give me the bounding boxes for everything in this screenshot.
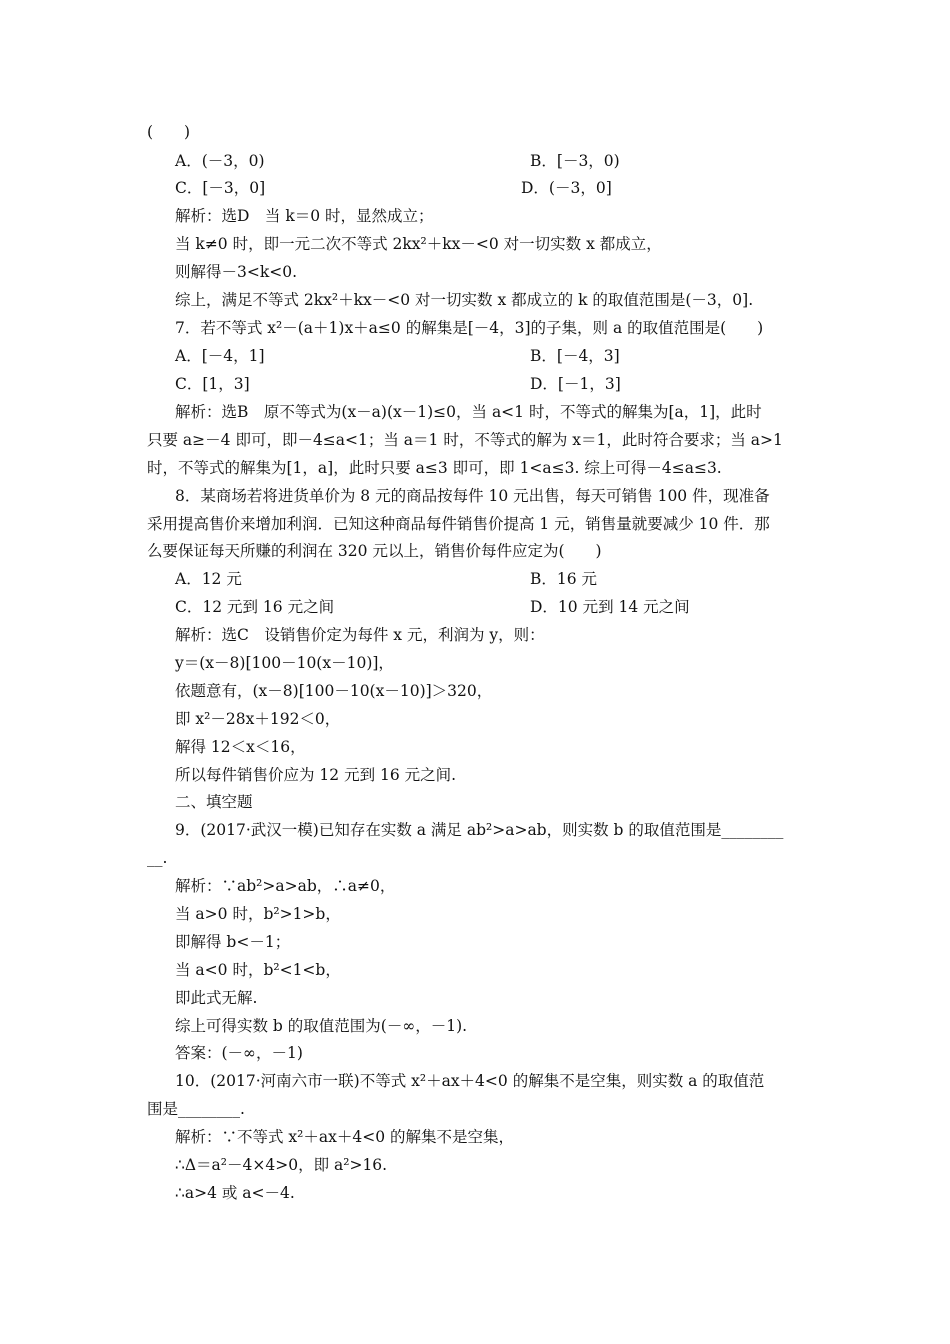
- section-heading: 二、填空题: [175, 793, 253, 811]
- question-7-option-b: B．[－4，3]: [530, 347, 620, 365]
- question-8-solution-line: 依题意有，(x－8)[100－10(x－10)]＞320，: [175, 682, 493, 700]
- question-7-solution-line: 时，不等式的解集为[1，a]，此时只要 a≤3 即可，即 1<a≤3. 综上可得－4≤a≤3.: [147, 459, 722, 477]
- question-7-solution-line: 解析：选B 原不等式为(x－a)(x－1)≤0，当 a<1 时，不等式的解集为[a，1]，此时: [175, 403, 762, 421]
- question-8-solution-line: 解析：选C 设销售价定为每件 x 元，利润为 y，则：: [175, 626, 545, 644]
- question-8-option-c: C．12 元到 16 元之间: [175, 598, 335, 616]
- question-9-solution-line: 综上可得实数 b 的取值范围为(－∞，－1).: [175, 1017, 468, 1035]
- question-9-solution-line: 解析：∵ab²>a>ab，∴a≠0，: [175, 877, 396, 895]
- question-6-solution-line: 综上，满足不等式 2kx²＋kx－<0 对一切实数 x 都成立的 k 的取值范围是(－3，0].: [175, 291, 754, 309]
- question-6-solution-line: 当 k≠0 时，即一元二次不等式 2kx²＋kx－<0 对一切实数 x 都成立，: [175, 235, 662, 253]
- question-7-stem: 7．若不等式 x²－(a＋1)x＋a≤0 的解集是[－4，3]的子集，则 a 的取值范围是( ): [175, 319, 764, 337]
- question-10-stem-line: 10．(2017·河南六市一联)不等式 x²＋ax＋4<0 的解集不是空集，则实数 a 的取值范: [175, 1072, 765, 1090]
- question-6-option-c: C．[－3，0]: [175, 179, 266, 197]
- question-9-stem-line: __.: [147, 849, 168, 867]
- question-10-solution-line: 解析：∵不等式 x²＋ax＋4<0 的解集不是空集，: [175, 1128, 515, 1146]
- question-8-solution-line: y＝(x－8)[100－10(x－10)]，: [175, 654, 394, 672]
- question-10-solution-line: ∴a>4 或 a<－4.: [175, 1184, 295, 1202]
- question-8-option-b: B．16 元: [530, 570, 598, 588]
- question-9-solution-line: 即此式无解.: [175, 989, 258, 1007]
- question-9-solution-line: 即解得 b<－1；: [175, 933, 291, 951]
- question-6-solution-line: 则解得－3<k<0.: [175, 263, 298, 281]
- question-8-stem-line: 么要保证每天所赚的利润在 320 元以上，销售价每件应定为( ): [147, 542, 602, 560]
- question-9-stem-line: 9．(2017·武汉一模)已知存在实数 a 满足 ab²>a>ab，则实数 b 的取值范围是________: [175, 821, 784, 839]
- question-7-option-c: C．[1，3]: [175, 375, 250, 393]
- question-8-solution-line: 所以每件销售价应为 12 元到 16 元之间.: [175, 766, 457, 784]
- question-6-solution-line: 解析：选D 当 k＝0 时，显然成立；: [175, 207, 434, 225]
- question-8-option-d: D．10 元到 14 元之间: [530, 598, 690, 616]
- question-9-solution-line: 当 a<0 时，b²<1<b，: [175, 961, 341, 979]
- question-6-answer-bracket: ( ): [147, 123, 191, 141]
- question-8-solution-line: 即 x²－28x＋192＜0，: [175, 710, 341, 728]
- question-8-solution-line: 解得 12＜x＜16，: [175, 738, 306, 756]
- question-7-option-d: D．[－1，3]: [530, 375, 621, 393]
- question-7-solution-line: 只要 a≥－4 即可，即－4≤a<1；当 a＝1 时，不等式的解为 x＝1，此时符合要求；当 a>1: [147, 431, 783, 449]
- question-8-option-a: A．12 元: [175, 570, 242, 588]
- question-8-stem-line: 8．某商场若将进货单价为 8 元的商品按每件 10 元出售，每天可销售 100 件，现准备: [175, 487, 770, 505]
- question-6-option-a: A．(－3，0): [175, 152, 265, 170]
- question-10-solution-line: ∴Δ＝a²－4×4>0，即 a²>16.: [175, 1156, 388, 1174]
- question-8-stem-line: 采用提高售价来增加利润．已知这种商品每件销售价提高 1 元，销售量就要减少 10 件．那: [147, 515, 770, 533]
- question-7-option-a: A．[－4，1]: [175, 347, 265, 365]
- question-6-option-d: D．(－3，0]: [521, 179, 612, 197]
- question-6-option-b: B．[－3，0): [530, 152, 620, 170]
- question-9-answer: 答案：(－∞，－1): [175, 1044, 303, 1062]
- question-10-stem-line: 围是________.: [147, 1100, 245, 1118]
- question-9-solution-line: 当 a>0 时，b²>1>b，: [175, 905, 341, 923]
